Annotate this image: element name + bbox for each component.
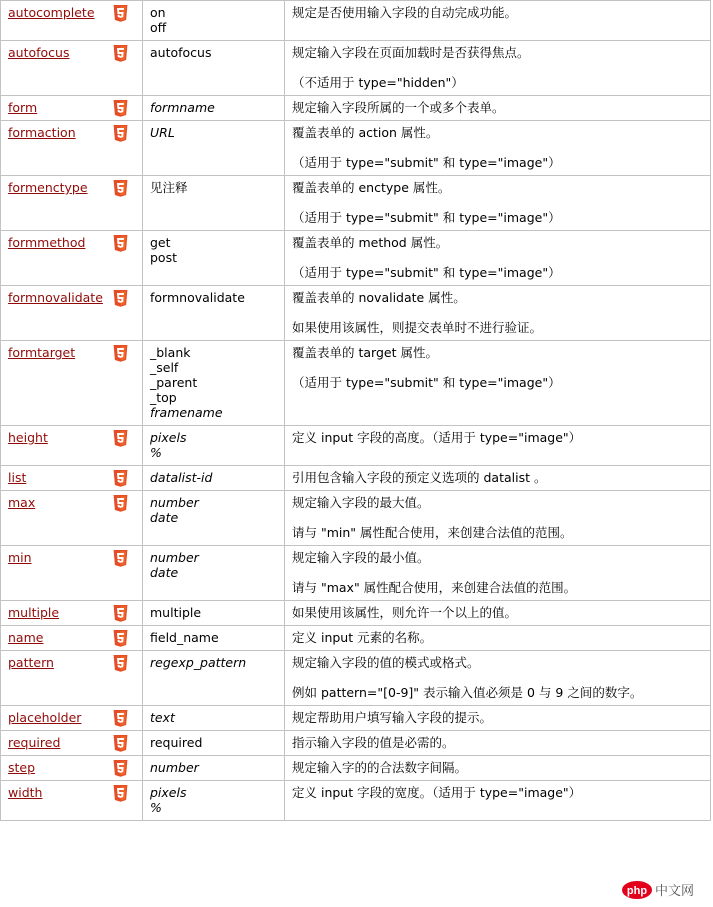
description-cell bbox=[285, 231, 711, 286]
attribute-link-form[interactable]: form bbox=[8, 100, 38, 115]
html5-icon bbox=[113, 45, 128, 62]
description-text: 如果使用该属性，则允许一个以上的值。 bbox=[292, 605, 518, 620]
attribute-link-name[interactable]: name bbox=[8, 630, 44, 645]
attribute-link-formaction[interactable]: formaction bbox=[8, 125, 76, 140]
html5-icon bbox=[113, 655, 128, 672]
value-item: autofocus bbox=[150, 45, 212, 60]
attribute-link-autofocus[interactable]: autofocus bbox=[8, 45, 70, 60]
value-item: date bbox=[150, 565, 179, 580]
value-cell bbox=[143, 466, 285, 491]
attribute-link-min[interactable]: min bbox=[8, 550, 32, 565]
attribute-cell bbox=[1, 96, 143, 121]
value-item: required bbox=[150, 735, 203, 750]
value-item: _top bbox=[150, 390, 177, 405]
value-item: post bbox=[150, 250, 177, 265]
html5-icon bbox=[113, 125, 128, 142]
attribute-cell bbox=[1, 466, 143, 491]
attribute-link-formmethod[interactable]: formmethod bbox=[8, 235, 86, 250]
description-text: 规定帮助用户填写输入字段的提示。 bbox=[292, 710, 493, 725]
description-cell bbox=[285, 1, 711, 41]
value-cell bbox=[143, 651, 285, 706]
description-text: 覆盖表单的 method 属性。 bbox=[292, 235, 449, 250]
value-cell bbox=[143, 121, 285, 176]
php-logo-icon bbox=[621, 879, 707, 901]
html5-icon bbox=[113, 345, 128, 362]
value-item: on bbox=[150, 5, 166, 20]
description-cell bbox=[285, 601, 711, 626]
value-item: _parent bbox=[150, 375, 198, 390]
value-cell bbox=[143, 286, 285, 341]
value-item: % bbox=[150, 800, 162, 815]
attribute-link-height[interactable]: height bbox=[8, 430, 48, 445]
table-row bbox=[1, 466, 711, 491]
description-text: 规定输入字段所属的一个或多个表单。 bbox=[292, 100, 505, 115]
attribute-cell bbox=[1, 176, 143, 231]
description-cell bbox=[285, 651, 711, 706]
value-cell bbox=[143, 176, 285, 231]
value-cell bbox=[143, 96, 285, 121]
value-item: 见注释 bbox=[150, 180, 188, 195]
description-text: 规定输入字的的合法数字间隔。 bbox=[292, 760, 468, 775]
description-text: （不适用于 type="hidden"） bbox=[292, 75, 464, 90]
attribute-cell bbox=[1, 491, 143, 546]
description-cell bbox=[285, 176, 711, 231]
value-item: formname bbox=[150, 100, 215, 115]
value-item: text bbox=[150, 710, 175, 725]
watermark-site: 中文网 bbox=[655, 884, 695, 899]
value-item: % bbox=[150, 445, 162, 460]
value-item: field_name bbox=[150, 630, 219, 645]
description-cell bbox=[285, 286, 711, 341]
value-item: number bbox=[150, 495, 199, 510]
value-cell bbox=[143, 1, 285, 41]
description-text: 定义 input 字段的高度。（适用于 type="image"） bbox=[292, 430, 582, 445]
value-cell bbox=[143, 546, 285, 601]
html5-icon bbox=[113, 180, 128, 197]
table-row bbox=[1, 426, 711, 466]
watermark-brand: php bbox=[626, 885, 648, 897]
description-text: （适用于 type="submit" 和 type="image"） bbox=[292, 210, 561, 225]
value-item: pixels bbox=[150, 785, 187, 800]
value-cell bbox=[143, 731, 285, 756]
attribute-link-max[interactable]: max bbox=[8, 495, 36, 510]
attribute-cell bbox=[1, 601, 143, 626]
description-text: 规定输入字段在页面加载时是否获得焦点。 bbox=[292, 45, 530, 60]
description-text: 引用包含输入字段的预定义选项的 datalist 。 bbox=[292, 470, 547, 485]
attribute-link-list[interactable]: list bbox=[8, 470, 27, 485]
html5-icon bbox=[113, 235, 128, 252]
table-row bbox=[1, 1, 711, 41]
table-row bbox=[1, 651, 711, 706]
html5-icon bbox=[113, 5, 128, 22]
description-cell bbox=[285, 426, 711, 466]
description-cell bbox=[285, 756, 711, 781]
attribute-cell bbox=[1, 626, 143, 651]
description-cell bbox=[285, 781, 711, 821]
attribute-cell bbox=[1, 426, 143, 466]
value-item: datalist-id bbox=[150, 470, 213, 485]
table-row bbox=[1, 731, 711, 756]
value-item: _blank bbox=[150, 345, 191, 360]
description-text: 规定输入字段的最大值。 bbox=[292, 495, 430, 510]
value-item: pixels bbox=[150, 430, 187, 445]
description-text: （适用于 type="submit" 和 type="image"） bbox=[292, 265, 561, 280]
description-text: （适用于 type="submit" 和 type="image"） bbox=[292, 375, 561, 390]
description-cell bbox=[285, 121, 711, 176]
value-item: regexp_pattern bbox=[150, 655, 247, 670]
table-row bbox=[1, 546, 711, 601]
table-row bbox=[1, 781, 711, 821]
table-row bbox=[1, 286, 711, 341]
html5-icon bbox=[113, 710, 128, 727]
table-row bbox=[1, 121, 711, 176]
value-item: off bbox=[150, 20, 167, 35]
table-row bbox=[1, 706, 711, 731]
value-cell bbox=[143, 231, 285, 286]
attribute-cell bbox=[1, 1, 143, 41]
description-text: 指示输入字段的值是必需的。 bbox=[292, 735, 455, 750]
attribute-cell bbox=[1, 731, 143, 756]
attribute-link-formtarget[interactable]: formtarget bbox=[8, 345, 76, 360]
attribute-cell bbox=[1, 706, 143, 731]
attribute-link-required[interactable]: required bbox=[8, 735, 61, 750]
value-item: get bbox=[150, 235, 171, 250]
html5-icon bbox=[113, 290, 128, 307]
html5-icon bbox=[113, 100, 128, 117]
attribute-cell bbox=[1, 121, 143, 176]
description-cell bbox=[285, 41, 711, 96]
value-item: formnovalidate bbox=[150, 290, 245, 305]
description-text: 规定是否使用输入字段的自动完成功能。 bbox=[292, 5, 518, 20]
description-text: 请与 "min" 属性配合使用，来创建合法值的范围。 bbox=[292, 525, 573, 540]
value-cell bbox=[143, 426, 285, 466]
attribute-link-autocomplete[interactable]: autocomplete bbox=[8, 5, 95, 20]
description-cell bbox=[285, 731, 711, 756]
value-cell bbox=[143, 491, 285, 546]
table-row bbox=[1, 491, 711, 546]
value-cell bbox=[143, 601, 285, 626]
attribute-cell bbox=[1, 756, 143, 781]
attribute-cell bbox=[1, 781, 143, 821]
attribute-link-formenctype[interactable]: formenctype bbox=[8, 180, 88, 195]
html5-icon bbox=[113, 760, 128, 777]
attribute-cell bbox=[1, 41, 143, 96]
html5-icon bbox=[113, 785, 128, 802]
value-cell bbox=[143, 781, 285, 821]
html5-icon bbox=[113, 430, 128, 447]
table-row bbox=[1, 96, 711, 121]
value-item: _self bbox=[150, 360, 179, 375]
table-row bbox=[1, 341, 711, 426]
description-text: 例如 pattern="[0-9]" 表示输入值必须是 0 与 9 之间的数字。 bbox=[292, 685, 643, 700]
description-cell bbox=[285, 491, 711, 546]
attribute-cell bbox=[1, 286, 143, 341]
attribute-link-placeholder[interactable]: placeholder bbox=[8, 710, 82, 725]
value-item: framename bbox=[150, 405, 223, 420]
table-row bbox=[1, 626, 711, 651]
value-item: date bbox=[150, 510, 179, 525]
table-row bbox=[1, 231, 711, 286]
description-text: 覆盖表单的 enctype 属性。 bbox=[292, 180, 451, 195]
table-body bbox=[1, 1, 711, 821]
watermark bbox=[621, 879, 707, 901]
html5-icon bbox=[113, 495, 128, 512]
attribute-cell bbox=[1, 546, 143, 601]
attribute-cell bbox=[1, 231, 143, 286]
attribute-link-formnovalidate[interactable]: formnovalidate bbox=[8, 290, 103, 305]
value-item: multiple bbox=[150, 605, 202, 620]
value-item: URL bbox=[150, 125, 175, 140]
description-text: 规定输入字段的值的模式或格式。 bbox=[292, 655, 480, 670]
attribute-link-step[interactable]: step bbox=[8, 760, 36, 775]
description-cell bbox=[285, 546, 711, 601]
value-item: number bbox=[150, 760, 199, 775]
html5-icon bbox=[113, 470, 128, 487]
table-row bbox=[1, 41, 711, 96]
value-cell bbox=[143, 706, 285, 731]
description-cell bbox=[285, 341, 711, 426]
description-text: （适用于 type="submit" 和 type="image"） bbox=[292, 155, 561, 170]
attribute-link-pattern[interactable]: pattern bbox=[8, 655, 54, 670]
html5-icon bbox=[113, 550, 128, 567]
html5-icon bbox=[113, 605, 128, 622]
description-cell bbox=[285, 466, 711, 491]
value-cell bbox=[143, 41, 285, 96]
description-text: 如果使用该属性，则提交表单时不进行验证。 bbox=[292, 320, 543, 335]
description-text: 覆盖表单的 target 属性。 bbox=[292, 345, 438, 360]
description-text: 覆盖表单的 action 属性。 bbox=[292, 125, 439, 140]
description-text: 定义 input 字段的宽度。（适用于 type="image"） bbox=[292, 785, 582, 800]
attribute-link-multiple[interactable]: multiple bbox=[8, 605, 60, 620]
table-row bbox=[1, 601, 711, 626]
description-cell bbox=[285, 706, 711, 731]
description-text: 覆盖表单的 novalidate 属性。 bbox=[292, 290, 466, 305]
attribute-cell bbox=[1, 341, 143, 426]
table-row bbox=[1, 176, 711, 231]
attribute-cell bbox=[1, 651, 143, 706]
attribute-link-width[interactable]: width bbox=[8, 785, 43, 800]
description-cell bbox=[285, 96, 711, 121]
value-cell bbox=[143, 341, 285, 426]
value-item: number bbox=[150, 550, 199, 565]
value-cell bbox=[143, 756, 285, 781]
table-row bbox=[1, 756, 711, 781]
description-text: 定义 input 元素的名称。 bbox=[292, 630, 433, 645]
html5-icon bbox=[113, 630, 128, 647]
description-text: 规定输入字段的最小值。 bbox=[292, 550, 430, 565]
description-text: 请与 "max" 属性配合使用，来创建合法值的范围。 bbox=[292, 580, 577, 595]
html5-icon bbox=[113, 735, 128, 752]
value-cell bbox=[143, 626, 285, 651]
description-cell bbox=[285, 626, 711, 651]
